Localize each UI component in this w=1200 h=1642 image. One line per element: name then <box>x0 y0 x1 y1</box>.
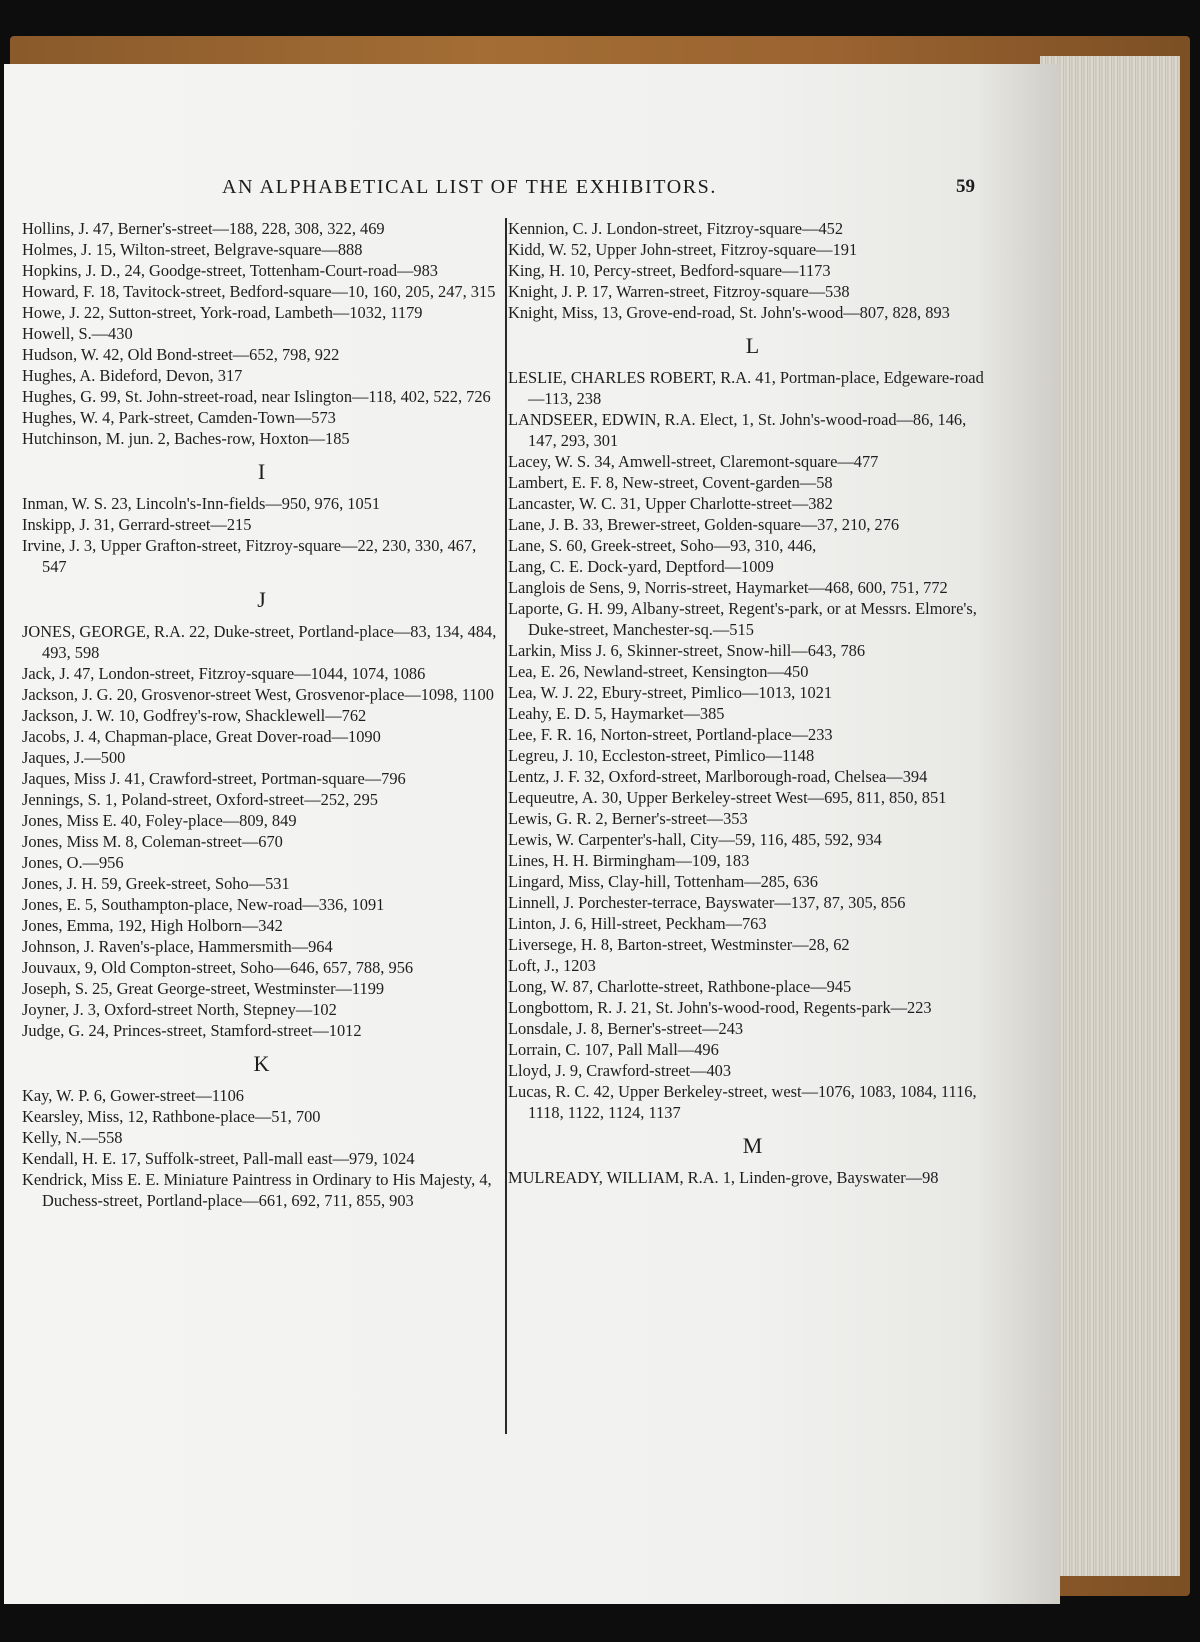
exhibitor-entry: Howard, F. 18, Tavitock-street, Bedford-square—10, 160, 205, 247, 315 <box>22 282 496 301</box>
exhibitor-entry: Laporte, G. H. 99, Albany-street, Regent's-park, or at Messrs. Elmore's, Duke-street, Manchester-sq.—515 <box>508 599 977 639</box>
exhibitor-entry: Jones, E. 5, Southampton-place, New-road—336, 1091 <box>22 895 385 914</box>
exhibitor-entry: Long, W. 87, Charlotte-street, Rathbone-place—945 <box>508 977 852 996</box>
exhibitor-entry: Lacey, W. S. 34, Amwell-street, Claremont-square—477 <box>508 452 879 471</box>
exhibitor-entry: King, H. 10, Percy-street, Bedford-square—1173 <box>508 261 831 280</box>
exhibitor-entry: Jones, Miss M. 8, Coleman-street—670 <box>22 832 283 851</box>
exhibitor-entry: Longbottom, R. J. 21, St. John's-wood-rood, Regents-park—223 <box>508 998 932 1017</box>
exhibitor-entry: Jackson, J. W. 10, Godfrey's-row, Shacklewell—762 <box>22 706 367 725</box>
page-header <box>20 176 1000 206</box>
exhibitor-entry: Larkin, Miss J. 6, Skinner-street, Snow-hill—643, 786 <box>508 641 866 660</box>
exhibitor-entry: Jouvaux, 9, Old Compton-street, Soho—646, 657, 788, 956 <box>22 958 414 977</box>
exhibitor-entry: Howe, J. 22, Sutton-street, York-road, Lambeth—1032, 1179 <box>22 303 423 322</box>
exhibitor-entry: Lancaster, W. C. 31, Upper Charlotte-street—382 <box>508 494 833 513</box>
exhibitor-entry: Judge, G. 24, Princes-street, Stamford-street—1012 <box>22 1021 362 1040</box>
exhibitor-entry: Lewis, W. Carpenter's-hall, City—59, 116, 485, 592, 934 <box>508 830 882 849</box>
exhibitor-entry: Inman, W. S. 23, Lincoln's-Inn-fields—950, 976, 1051 <box>22 494 381 513</box>
exhibitor-entry: MULREADY, WILLIAM, R.A. 1, Linden-grove, Bayswater—98 <box>508 1168 939 1187</box>
exhibitor-entry: Hughes, W. 4, Park-street, Camden-Town—573 <box>22 408 336 427</box>
section-letter: M <box>742 1133 764 1158</box>
exhibitor-entry: Jacobs, J. 4, Chapman-place, Great Dover-road—1090 <box>22 727 381 746</box>
exhibitor-entry: Joyner, J. 3, Oxford-street North, Stepney—102 <box>22 1000 337 1019</box>
exhibitor-entry: Jack, J. 47, London-street, Fitzroy-square—1044, 1074, 1086 <box>22 664 426 683</box>
exhibitor-entry: Lucas, R. C. 42, Upper Berkeley-street, west—1076, 1083, 1084, 1116, 1118, 1122, 1124, 1137 <box>508 1082 977 1122</box>
exhibitor-entry: Johnson, J. Raven's-place, Hammersmith—964 <box>22 937 333 956</box>
exhibitor-entry: Lines, H. H. Birmingham—109, 183 <box>508 851 750 870</box>
exhibitor-entry: Lingard, Miss, Clay-hill, Tottenham—285, 636 <box>508 872 818 891</box>
exhibitor-entry: Lane, S. 60, Greek-street, Soho—93, 310, 446, <box>508 536 817 555</box>
exhibitor-entry: Linton, J. 6, Hill-street, Peckham—763 <box>508 914 767 933</box>
exhibitor-entry: LESLIE, CHARLES ROBERT, R.A. 41, Portman-place, Edgeware-road—113, 238 <box>508 368 984 408</box>
page-number: 59 <box>956 176 975 197</box>
exhibitor-entry: Legreu, J. 10, Eccleston-street, Pimlico—1148 <box>508 746 815 765</box>
exhibitor-entry: Liversege, H. 8, Barton-street, Westminster—28, 62 <box>508 935 850 954</box>
exhibitor-entry: Inskipp, J. 31, Gerrard-street—215 <box>22 515 252 534</box>
exhibitor-entry: Lang, C. E. Dock-yard, Deptford—1009 <box>508 557 774 576</box>
exhibitor-entry: Linnell, J. Porchester-terrace, Bayswater—137, 87, 305, 856 <box>508 893 906 912</box>
exhibitor-entry: Lambert, E. F. 8, New-street, Covent-garden—58 <box>508 473 833 492</box>
exhibitor-entry: Lequeutre, A. 30, Upper Berkeley-street West—695, 811, 850, 851 <box>508 788 947 807</box>
exhibitor-entry: Kearsley, Miss, 12, Rathbone-place—51, 700 <box>22 1107 321 1126</box>
left-column <box>22 218 502 1211</box>
section-letter: I <box>257 459 267 484</box>
exhibitor-entry: Jennings, S. 1, Poland-street, Oxford-street—252, 295 <box>22 790 378 809</box>
exhibitor-entry: Kendall, H. E. 17, Suffolk-street, Pall-mall east—979, 1024 <box>22 1149 415 1168</box>
exhibitor-entry: Jones, O.—956 <box>22 853 124 872</box>
exhibitor-entry: Hughes, G. 99, St. John-street-road, near Islington—118, 402, 522, 726 <box>22 387 491 406</box>
exhibitor-entry: Kennion, C. J. London-street, Fitzroy-square—452 <box>508 219 844 238</box>
exhibitor-entry: Hughes, A. Bideford, Devon, 317 <box>22 366 243 385</box>
exhibitor-entry: Loft, J., 1203 <box>508 956 596 975</box>
exhibitor-entry: Kendrick, Miss E. E. Miniature Paintress in Ordinary to His Majesty, 4, Duchess-street, Portland-place—661, 692, 711, 855, 903 <box>22 1170 492 1210</box>
exhibitor-entry: Jones, J. H. 59, Greek-street, Soho—531 <box>22 874 290 893</box>
exhibitor-entry: Jackson, J. G. 20, Grosvenor-street West, Grosvenor-place—1098, 1100 <box>22 685 494 704</box>
section-letter: K <box>253 1051 271 1076</box>
exhibitor-entry: Hollins, J. 47, Berner's-street—188, 228, 308, 322, 469 <box>22 219 385 238</box>
exhibitor-entry: Knight, Miss, 13, Grove-end-road, St. John's-wood—807, 828, 893 <box>508 303 950 322</box>
exhibitor-entry: Kay, W. P. 6, Gower-street—1106 <box>22 1086 244 1105</box>
exhibitor-entry: Lane, J. B. 33, Brewer-street, Golden-square—37, 210, 276 <box>508 515 900 534</box>
running-title: AN ALPHABETICAL LIST OF THE EXHIBITORS. <box>222 176 718 198</box>
exhibitor-entry: Lonsdale, J. 8, Berner's-street—243 <box>508 1019 744 1038</box>
exhibitor-entry: Jones, Miss E. 40, Foley-place—809, 849 <box>22 811 297 830</box>
exhibitor-entry: Jaques, J.—500 <box>22 748 126 767</box>
page-edges <box>1040 56 1180 1576</box>
exhibitor-entry: Howell, S.—430 <box>22 324 133 343</box>
exhibitor-entry: Lee, F. R. 16, Norton-street, Portland-place—233 <box>508 725 833 744</box>
exhibitor-entry: Hutchinson, M. jun. 2, Baches-row, Hoxton—185 <box>22 429 350 448</box>
exhibitor-entry: Kelly, N.—558 <box>22 1128 123 1147</box>
exhibitor-entry: Lewis, G. R. 2, Berner's-street—353 <box>508 809 748 828</box>
exhibitor-entry: Joseph, S. 25, Great George-street, Westminster—1199 <box>22 979 385 998</box>
exhibitor-entry: Holmes, J. 15, Wilton-street, Belgrave-square—888 <box>22 240 363 259</box>
exhibitor-entry: Leahy, E. D. 5, Haymarket—385 <box>508 704 725 723</box>
section-letter: L <box>745 333 761 358</box>
section-letter: J <box>257 587 267 612</box>
exhibitor-entry: Langlois de Sens, 9, Norris-street, Haymarket—468, 600, 751, 772 <box>508 578 948 597</box>
exhibitor-entry: Jones, Emma, 192, High Holborn—342 <box>22 916 283 935</box>
exhibitor-entry: JONES, GEORGE, R.A. 22, Duke-street, Portland-place—83, 134, 484, 493, 598 <box>22 622 497 662</box>
exhibitor-entry: Lea, E. 26, Newland-street, Kensington—450 <box>508 662 809 681</box>
exhibitor-entry: LANDSEER, EDWIN, R.A. Elect, 1, St. John's-wood-road—86, 146, 147, 293, 301 <box>508 410 967 450</box>
exhibitor-entry: Lloyd, J. 9, Crawford-street—403 <box>508 1061 732 1080</box>
column-divider <box>505 218 507 1434</box>
exhibitor-entry: Hudson, W. 42, Old Bond-street—652, 798, 922 <box>22 345 340 364</box>
exhibitor-entry: Irvine, J. 3, Upper Grafton-street, Fitzroy-square—22, 230, 330, 467, 547 <box>22 536 477 576</box>
exhibitor-entry: Knight, J. P. 17, Warren-street, Fitzroy-square—538 <box>508 282 850 301</box>
exhibitor-entry: Hopkins, J. D., 24, Goodge-street, Tottenham-Court-road—983 <box>22 261 438 280</box>
exhibitor-entry: Kidd, W. 52, Upper John-street, Fitzroy-square—191 <box>508 240 858 259</box>
exhibitor-entry: Lea, W. J. 22, Ebury-street, Pimlico—1013, 1021 <box>508 683 833 702</box>
exhibitor-entry: Lorrain, C. 107, Pall Mall—496 <box>508 1040 719 1059</box>
right-column <box>508 218 998 1188</box>
exhibitor-entry: Jaques, Miss J. 41, Crawford-street, Portman-square—796 <box>22 769 406 788</box>
exhibitor-entry: Lentz, J. F. 32, Oxford-street, Marlborough-road, Chelsea—394 <box>508 767 928 786</box>
